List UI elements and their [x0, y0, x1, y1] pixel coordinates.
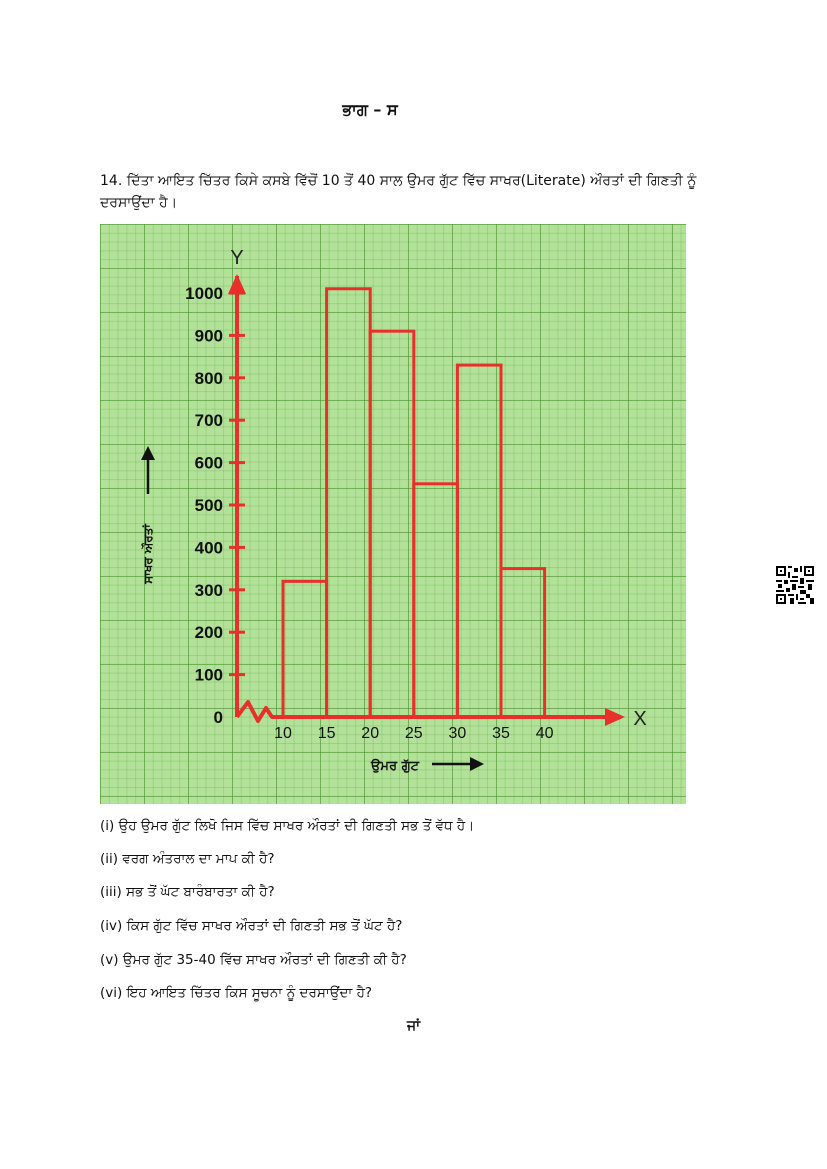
- y-label-arrow-head: [141, 446, 155, 460]
- y-tick-label-900: 900: [194, 326, 223, 346]
- y-tick-label-100: 100: [194, 665, 223, 685]
- bar-35-40: [501, 569, 545, 717]
- sub-question-1: (i) ਉਹ ਉਮਰ ਗੁੱਟ ਲਿਖੋ ਜਿਸ ਵਿੱਚ ਸਾਖਰ ਔਰਤਾਂ ਦੀ ਗਿਣਤੀ ਸਭ ਤੋਂ ਵੱਧ ਹੈ।: [100, 818, 475, 834]
- y-tick-label-200: 200: [194, 623, 223, 643]
- y-axis-label: ਸਾਖਰ ਔਰਤਾਂ: [141, 524, 155, 584]
- sub-question-5: (v) ਉਮਰ ਗੁੱਟ 35-40 ਵਿੱਚ ਸਾਖਰ ਔਰਤਾਂ ਦੀ ਗਿਣਤੀ ਕੀ ਹੈ?: [100, 952, 407, 968]
- x-axis-line: [237, 702, 610, 721]
- y-tick-label-500: 500: [194, 496, 223, 515]
- sub-question-6: (vi) ਇਹ ਆਇਤ ਚਿੱਤਰ ਕਿਸ ਸੂਚਨਾ ਨੂੰ ਦਰਸਾਉਂਦਾ ਹੈ?: [100, 985, 373, 1001]
- histogram-chart: [100, 224, 686, 804]
- x-axis-letter: X: [633, 708, 647, 730]
- x-tick-label-35: 35: [492, 725, 510, 742]
- bar-20-25: [370, 331, 414, 717]
- sub-question-4: (iv) ਕਿਸ ਗੁੱਟ ਵਿੱਚ ਸਾਖਰ ਔਰਤਾਂ ਦੀ ਗਿਣਤੀ ਸਭ ਤੋਂ ਘੱਟ ਹੈ?: [100, 918, 403, 934]
- histogram-svg: [100, 224, 686, 804]
- x-tick-label-30: 30: [448, 725, 467, 742]
- x-tick-label-20: 20: [361, 725, 380, 742]
- question-text: [100, 170, 730, 214]
- x-tick-label-25: 25: [404, 725, 423, 742]
- sub-question-2: (ii) ਵਰਗ ਅੰਤਰਾਲ ਦਾ ਮਾਪ ਕੀ ਹੈ?: [100, 851, 275, 867]
- y-tick-label-800: 800: [194, 368, 223, 388]
- section-title: ਭਾਗ – ਸ: [342, 100, 398, 119]
- x-tick-label-15: 15: [317, 725, 336, 742]
- y-axis-arrow: [228, 274, 246, 294]
- x-axis-arrow: [605, 708, 625, 726]
- x-axis-label: ਉਮਰ ਗੁੱਟ: [371, 759, 419, 774]
- y-tick-label-300: 300: [194, 580, 223, 600]
- bar-10-15: [283, 581, 327, 717]
- x-tick-label-40: 40: [535, 725, 554, 742]
- y-tick-label-0: 0: [213, 708, 223, 727]
- sub-question-3: (iii) ਸਭ ਤੋਂ ਘੱਟ ਬਾਰੰਬਾਰਤਾ ਕੀ ਹੈ?: [100, 884, 275, 900]
- x-label-arrow-head: [470, 757, 484, 771]
- qr-code-icon: [776, 566, 814, 604]
- bar-15-20: [327, 289, 371, 717]
- y-tick-label-400: 400: [194, 538, 223, 558]
- bar-25-30: [414, 484, 458, 717]
- y-axis-letter: Y: [230, 247, 244, 269]
- x-tick-label-10: 10: [274, 725, 292, 742]
- question-line-2: ਦਰਸਾਉਂਦਾ ਹੈ।: [100, 195, 178, 211]
- y-tick-label-700: 700: [194, 411, 223, 431]
- or-text: ਜਾਂ: [406, 1018, 421, 1034]
- bar-30-35: [457, 365, 501, 717]
- y-tick-label-600: 600: [194, 453, 223, 473]
- y-tick-label-1000: 1000: [185, 284, 223, 303]
- question-line-1: 14. ਦਿੱਤਾ ਆਇਤ ਚਿੱਤਰ ਕਿਸੇ ਕਸਬੇ ਵਿੱਚੋਂ 10 ਤੋਂ 40 ਸਾਲ ਉਮਰ ਗੁੱਟ ਵਿੱਚ ਸਾਖਰ(Literate) ਔਰਤਾਂ ਦੀ ਗਿਣਤੀ ਨੂੰ: [100, 173, 697, 189]
